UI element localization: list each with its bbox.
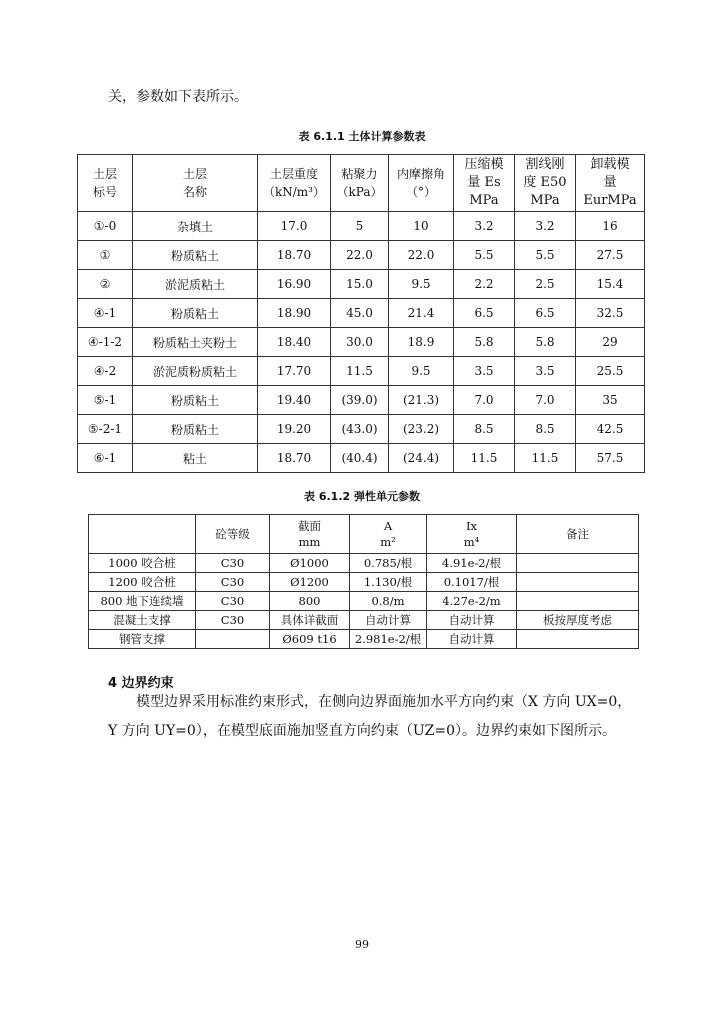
table-cell: 7.0 (515, 386, 576, 415)
table-row (78, 270, 645, 299)
table-cell: 800 地下连续墙 (89, 592, 196, 611)
table-cell: 1200 咬合桩 (89, 573, 196, 592)
table-cell: 18.9 (389, 328, 454, 357)
table-row (78, 299, 645, 328)
header-row (89, 515, 639, 554)
table-cell: 16.90 (258, 270, 331, 299)
table-cell: 30.0 (331, 328, 389, 357)
table-cell: 2.2 (454, 270, 515, 299)
header-cell: 土层重度 （kN/m³） (258, 155, 331, 212)
table-cell: 3.5 (515, 357, 576, 386)
table-cell: ⑥-1 (78, 444, 133, 473)
table-cell: (39.0) (331, 386, 389, 415)
table-cell: 淤泥质粘土 (133, 270, 258, 299)
table-cell: (40.4) (331, 444, 389, 473)
table-cell: 自动计算 (427, 630, 517, 649)
table-cell: ⑤-2-1 (78, 415, 133, 444)
table-cell: 29 (576, 328, 645, 357)
table-cell: 42.5 (576, 415, 645, 444)
table-cell: 8.5 (515, 415, 576, 444)
table-cell: 具体详截面 (270, 611, 350, 630)
table-cell: 9.5 (389, 357, 454, 386)
table-cell: 10 (389, 212, 454, 241)
table-cell: 11.5 (454, 444, 515, 473)
table-cell: 800 (270, 592, 350, 611)
table-cell: Ø1000 (270, 554, 350, 573)
table-cell: (43.0) (331, 415, 389, 444)
table-cell: 18.70 (258, 444, 331, 473)
table-cell: 7.0 (454, 386, 515, 415)
table-cell: 3.5 (454, 357, 515, 386)
table-cell: 自动计算 (427, 611, 517, 630)
header-cell: 压缩模 量 Es MPa (454, 155, 515, 212)
table-cell: 5.8 (454, 328, 515, 357)
header-cell (89, 515, 196, 554)
table-cell: 21.4 (389, 299, 454, 328)
table-cell: 1000 咬合桩 (89, 554, 196, 573)
table-cell: 1.130/根 (350, 573, 427, 592)
table-cell: C30 (196, 592, 270, 611)
table-cell: ① (78, 241, 133, 270)
table-row (89, 630, 639, 649)
table-cell: 6.5 (454, 299, 515, 328)
table-row (78, 328, 645, 357)
table-cell: 5.5 (454, 241, 515, 270)
table-cell: (21.3) (389, 386, 454, 415)
table-row (78, 357, 645, 386)
table-cell: C30 (196, 554, 270, 573)
header-cell: 截面 mm (270, 515, 350, 554)
header-cell: A m² (350, 515, 427, 554)
table-cell: Ø1200 (270, 573, 350, 592)
table-cell: 57.5 (576, 444, 645, 473)
table-cell: 25.5 (576, 357, 645, 386)
table-cell: 17.0 (258, 212, 331, 241)
table-cell: 0.8/m (350, 592, 427, 611)
header-cell: 卸载模 量 EurMPa (576, 155, 645, 212)
table-cell: 杂填土 (133, 212, 258, 241)
header-row (78, 155, 645, 212)
table-cell: 18.70 (258, 241, 331, 270)
header-cell: Ix m⁴ (427, 515, 517, 554)
table1-caption: 表 6.1.1 土体计算参数表 (298, 130, 426, 143)
header-cell: 粘聚力 （kPa） (331, 155, 389, 212)
table-cell: 粉质粘土 (133, 299, 258, 328)
table-cell: ⑤-1 (78, 386, 133, 415)
table-cell (517, 592, 639, 611)
table-cell: 19.40 (258, 386, 331, 415)
intro-text: 关，参数如下表所示。 (108, 89, 248, 105)
table-cell: 2.5 (515, 270, 576, 299)
table-cell: C30 (196, 573, 270, 592)
table-cell: 自动计算 (350, 611, 427, 630)
table-cell: 淤泥质粉质粘土 (133, 357, 258, 386)
table-cell: 17.70 (258, 357, 331, 386)
table-cell (517, 554, 639, 573)
table-row (89, 592, 639, 611)
table-cell: 0.785/根 (350, 554, 427, 573)
table-cell: 钢管支撑 (89, 630, 196, 649)
table-cell (517, 573, 639, 592)
table-cell: 混凝土支撑 (89, 611, 196, 630)
table-cell: 粉质粘土夹粉土 (133, 328, 258, 357)
table-cell: 15.0 (331, 270, 389, 299)
table-cell (196, 630, 270, 649)
table-cell: 18.90 (258, 299, 331, 328)
table-row (78, 386, 645, 415)
table-row (78, 212, 645, 241)
table-cell: 11.5 (515, 444, 576, 473)
table-row (89, 554, 639, 573)
header-cell: 内摩擦角 （°） (389, 155, 454, 212)
table-cell: C30 (196, 611, 270, 630)
table-cell: 3.2 (515, 212, 576, 241)
table-cell: 9.5 (389, 270, 454, 299)
table2-caption: 表 6.1.2 弹性单元参数 (304, 490, 420, 503)
table-cell (517, 630, 639, 649)
paragraph-line-2: Y 方向 UY=0），在模型底面施加竖直方向约束（UZ=0）。边界约束如下图所示。 (108, 723, 616, 739)
table-row (89, 573, 639, 592)
table-cell: 2.981e-2/根 (350, 630, 427, 649)
table-cell: 4.27e-2/m (427, 592, 517, 611)
table-cell: ①-0 (78, 212, 133, 241)
soil-parameter-table (77, 154, 645, 473)
section-heading: 4 边界约束 (108, 676, 174, 691)
table-cell: 5.5 (515, 241, 576, 270)
table-cell: ② (78, 270, 133, 299)
table-cell: 16 (576, 212, 645, 241)
table-cell: 27.5 (576, 241, 645, 270)
table-cell: (23.2) (389, 415, 454, 444)
paragraph-line-1: 模型边界采用标准约束形式，在侧向边界面施加水平方向约束（X 方向 UX=0， (136, 694, 632, 710)
table-row (78, 444, 645, 473)
header-cell: 土层 名称 (133, 155, 258, 212)
table-cell: 22.0 (331, 241, 389, 270)
table-cell: 3.2 (454, 212, 515, 241)
table-cell: 45.0 (331, 299, 389, 328)
table-row (78, 241, 645, 270)
table-cell: 8.5 (454, 415, 515, 444)
table-cell: Ø609 t16 (270, 630, 350, 649)
elastic-element-table (88, 514, 639, 649)
table-cell: 11.5 (331, 357, 389, 386)
header-cell: 备注 (517, 515, 639, 554)
table-cell: 粉质粘土 (133, 415, 258, 444)
table-cell: 5 (331, 212, 389, 241)
table-cell: (24.4) (389, 444, 454, 473)
table-cell: ④-1-2 (78, 328, 133, 357)
table-cell: 22.0 (389, 241, 454, 270)
table-cell: 35 (576, 386, 645, 415)
header-cell: 砼等级 (196, 515, 270, 554)
table-cell: ④-1 (78, 299, 133, 328)
table-cell: 19.20 (258, 415, 331, 444)
table-row (78, 415, 645, 444)
table-cell: 粉质粘土 (133, 386, 258, 415)
header-cell: 割线刚 度 E50 MPa (515, 155, 576, 212)
table-cell: 15.4 (576, 270, 645, 299)
table-cell: 6.5 (515, 299, 576, 328)
table-row (89, 611, 639, 630)
table-cell: 18.40 (258, 328, 331, 357)
page-number: 99 (355, 938, 369, 951)
table-cell: 粘土 (133, 444, 258, 473)
table-cell: 0.1017/根 (427, 573, 517, 592)
table-cell: 粉质粘土 (133, 241, 258, 270)
table-cell: 5.8 (515, 328, 576, 357)
table-cell: 板按厚度考虑 (517, 611, 639, 630)
header-cell: 土层 标号 (78, 155, 133, 212)
table-cell: 32.5 (576, 299, 645, 328)
table-cell: 4.91e-2/根 (427, 554, 517, 573)
table-cell: ④-2 (78, 357, 133, 386)
